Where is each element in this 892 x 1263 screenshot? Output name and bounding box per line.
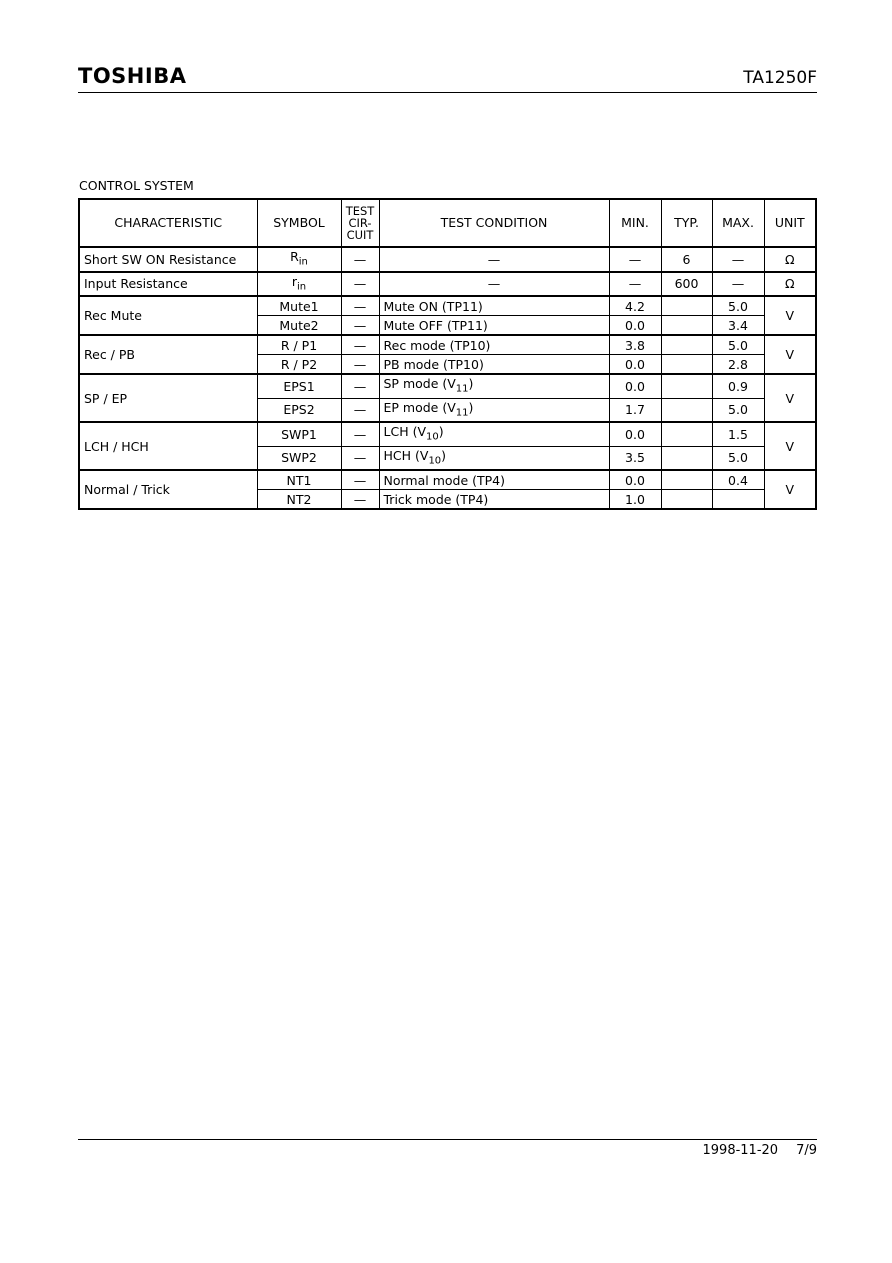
condition-cell xyxy=(379,422,609,446)
header-test-circuit-line1: TEST xyxy=(345,204,375,218)
unit-cell: V xyxy=(764,374,816,422)
characteristic-cell: Rec / PB xyxy=(79,335,257,374)
test-circuit-cell: — xyxy=(341,296,379,316)
page-header xyxy=(78,64,817,93)
typ-cell xyxy=(661,490,712,510)
test-circuit-cell: — xyxy=(341,355,379,375)
max-cell: — xyxy=(712,272,764,297)
test-circuit-cell: — xyxy=(341,422,379,446)
min-cell: 0.0 xyxy=(609,422,661,446)
footer-divider xyxy=(78,1139,817,1140)
table-row xyxy=(79,422,816,446)
min-cell: 0.0 xyxy=(609,470,661,490)
typ-cell xyxy=(661,335,712,355)
typ-cell xyxy=(661,316,712,336)
min-cell: 0.0 xyxy=(609,374,661,398)
test-circuit-cell: — xyxy=(341,470,379,490)
max-cell xyxy=(712,490,764,510)
characteristic-cell: Short SW ON Resistance xyxy=(79,247,257,272)
table-row xyxy=(79,272,816,297)
max-cell: 5.0 xyxy=(712,335,764,355)
condition-tail: ) xyxy=(441,447,447,463)
table-row xyxy=(79,335,816,355)
max-cell: 0.4 xyxy=(712,470,764,490)
header-symbol: SYMBOL xyxy=(257,199,341,247)
condition-cell: Mute ON (TP11) xyxy=(379,296,609,316)
characteristic-cell: LCH / HCH xyxy=(79,422,257,470)
symbol-cell: SWP1 xyxy=(257,422,341,446)
footer-page: 7/9 xyxy=(796,1143,817,1158)
condition-text: EP mode (V xyxy=(383,399,456,415)
condition-subscript: 10 xyxy=(428,455,442,466)
characteristic-cell: Rec Mute xyxy=(79,296,257,335)
test-circuit-cell: — xyxy=(341,398,379,422)
typ-cell xyxy=(661,422,712,446)
table-row xyxy=(79,247,816,272)
min-cell: — xyxy=(609,272,661,297)
min-cell: 4.2 xyxy=(609,296,661,316)
test-circuit-cell: — xyxy=(341,446,379,470)
table-row xyxy=(79,296,816,316)
header-test-circuit xyxy=(341,199,379,247)
test-circuit-cell: — xyxy=(341,247,379,272)
symbol-subscript: in xyxy=(298,256,308,268)
unit-cell: V xyxy=(764,335,816,374)
header-min: MIN. xyxy=(609,199,661,247)
max-cell: 1.5 xyxy=(712,422,764,446)
characteristic-cell: SP / EP xyxy=(79,374,257,422)
symbol-text: R xyxy=(290,249,299,264)
condition-cell: Rec mode (TP10) xyxy=(379,335,609,355)
test-circuit-cell: — xyxy=(341,490,379,510)
footer-date: 1998-11-20 xyxy=(702,1143,779,1158)
condition-cell: — xyxy=(379,247,609,272)
condition-subscript: 11 xyxy=(455,383,469,395)
condition-cell xyxy=(379,398,609,422)
symbol-cell: R / P2 xyxy=(257,355,341,375)
typ-cell xyxy=(661,355,712,375)
condition-tail: ) xyxy=(468,376,474,391)
max-cell: 5.0 xyxy=(712,398,764,422)
table-row xyxy=(79,470,816,490)
typ-cell xyxy=(661,470,712,490)
page-footer xyxy=(685,1143,817,1158)
header-max: MAX. xyxy=(712,199,764,247)
symbol-subscript: in xyxy=(297,281,307,292)
condition-subscript: 11 xyxy=(455,407,469,418)
header-typ: TYP. xyxy=(661,199,712,247)
condition-cell xyxy=(379,446,609,470)
test-circuit-cell: — xyxy=(341,335,379,355)
control-system-table xyxy=(78,198,817,510)
condition-cell: Normal mode (TP4) xyxy=(379,470,609,490)
min-cell: 1.7 xyxy=(609,398,661,422)
condition-text: SP mode (V xyxy=(383,376,456,391)
symbol-cell xyxy=(257,247,341,272)
condition-tail: ) xyxy=(468,399,474,415)
unit-cell: V xyxy=(764,296,816,335)
condition-text: LCH (V xyxy=(383,424,426,439)
test-circuit-cell: — xyxy=(341,316,379,336)
min-cell: — xyxy=(609,247,661,272)
typ-cell: 6 xyxy=(661,247,712,272)
condition-cell: Trick mode (TP4) xyxy=(379,490,609,510)
condition-subscript: 10 xyxy=(426,431,439,443)
min-cell: 0.0 xyxy=(609,316,661,336)
typ-cell xyxy=(661,296,712,316)
typ-cell xyxy=(661,446,712,470)
unit-cell: Ω xyxy=(764,247,816,272)
unit-cell: V xyxy=(764,422,816,470)
symbol-cell: Mute2 xyxy=(257,316,341,336)
header-test-condition: TEST CONDITION xyxy=(379,199,609,247)
test-circuit-cell: — xyxy=(341,374,379,398)
symbol-cell: SWP2 xyxy=(257,446,341,470)
header-test-circuit-line2: CIR- xyxy=(348,216,372,230)
brand-logo: TOSHIBA xyxy=(78,64,187,88)
header-unit: UNIT xyxy=(764,199,816,247)
typ-cell xyxy=(661,398,712,422)
typ-cell: 600 xyxy=(661,272,712,297)
symbol-cell: NT1 xyxy=(257,470,341,490)
max-cell: 5.0 xyxy=(712,296,764,316)
header-characteristic: CHARACTERISTIC xyxy=(79,199,257,247)
table-row xyxy=(79,374,816,398)
section-title: CONTROL SYSTEM xyxy=(79,178,194,193)
max-cell: 3.4 xyxy=(712,316,764,336)
condition-text: HCH (V xyxy=(383,447,429,463)
test-circuit-cell: — xyxy=(341,272,379,297)
symbol-cell: R / P1 xyxy=(257,335,341,355)
max-cell: 0.9 xyxy=(712,374,764,398)
typ-cell xyxy=(661,374,712,398)
characteristic-cell: Normal / Trick xyxy=(79,470,257,509)
min-cell: 0.0 xyxy=(609,355,661,375)
part-number: TA1250F xyxy=(743,68,817,88)
symbol-cell: EPS2 xyxy=(257,398,341,422)
unit-cell: Ω xyxy=(764,272,816,297)
condition-cell: Mute OFF (TP11) xyxy=(379,316,609,336)
condition-tail: ) xyxy=(438,424,444,439)
header-test-circuit-line3: CUIT xyxy=(346,228,374,242)
condition-cell: — xyxy=(379,272,609,297)
characteristic-cell: Input Resistance xyxy=(79,272,257,297)
symbol-cell xyxy=(257,272,341,297)
condition-cell xyxy=(379,374,609,398)
max-cell: 2.8 xyxy=(712,355,764,375)
symbol-cell: Mute1 xyxy=(257,296,341,316)
min-cell: 1.0 xyxy=(609,490,661,510)
min-cell: 3.8 xyxy=(609,335,661,355)
max-cell: 5.0 xyxy=(712,446,764,470)
symbol-cell: NT2 xyxy=(257,490,341,510)
min-cell: 3.5 xyxy=(609,446,661,470)
symbol-text: r xyxy=(291,273,297,289)
unit-cell: V xyxy=(764,470,816,509)
condition-cell: PB mode (TP10) xyxy=(379,355,609,375)
table-header-row xyxy=(79,199,816,247)
symbol-cell: EPS1 xyxy=(257,374,341,398)
max-cell: — xyxy=(712,247,764,272)
